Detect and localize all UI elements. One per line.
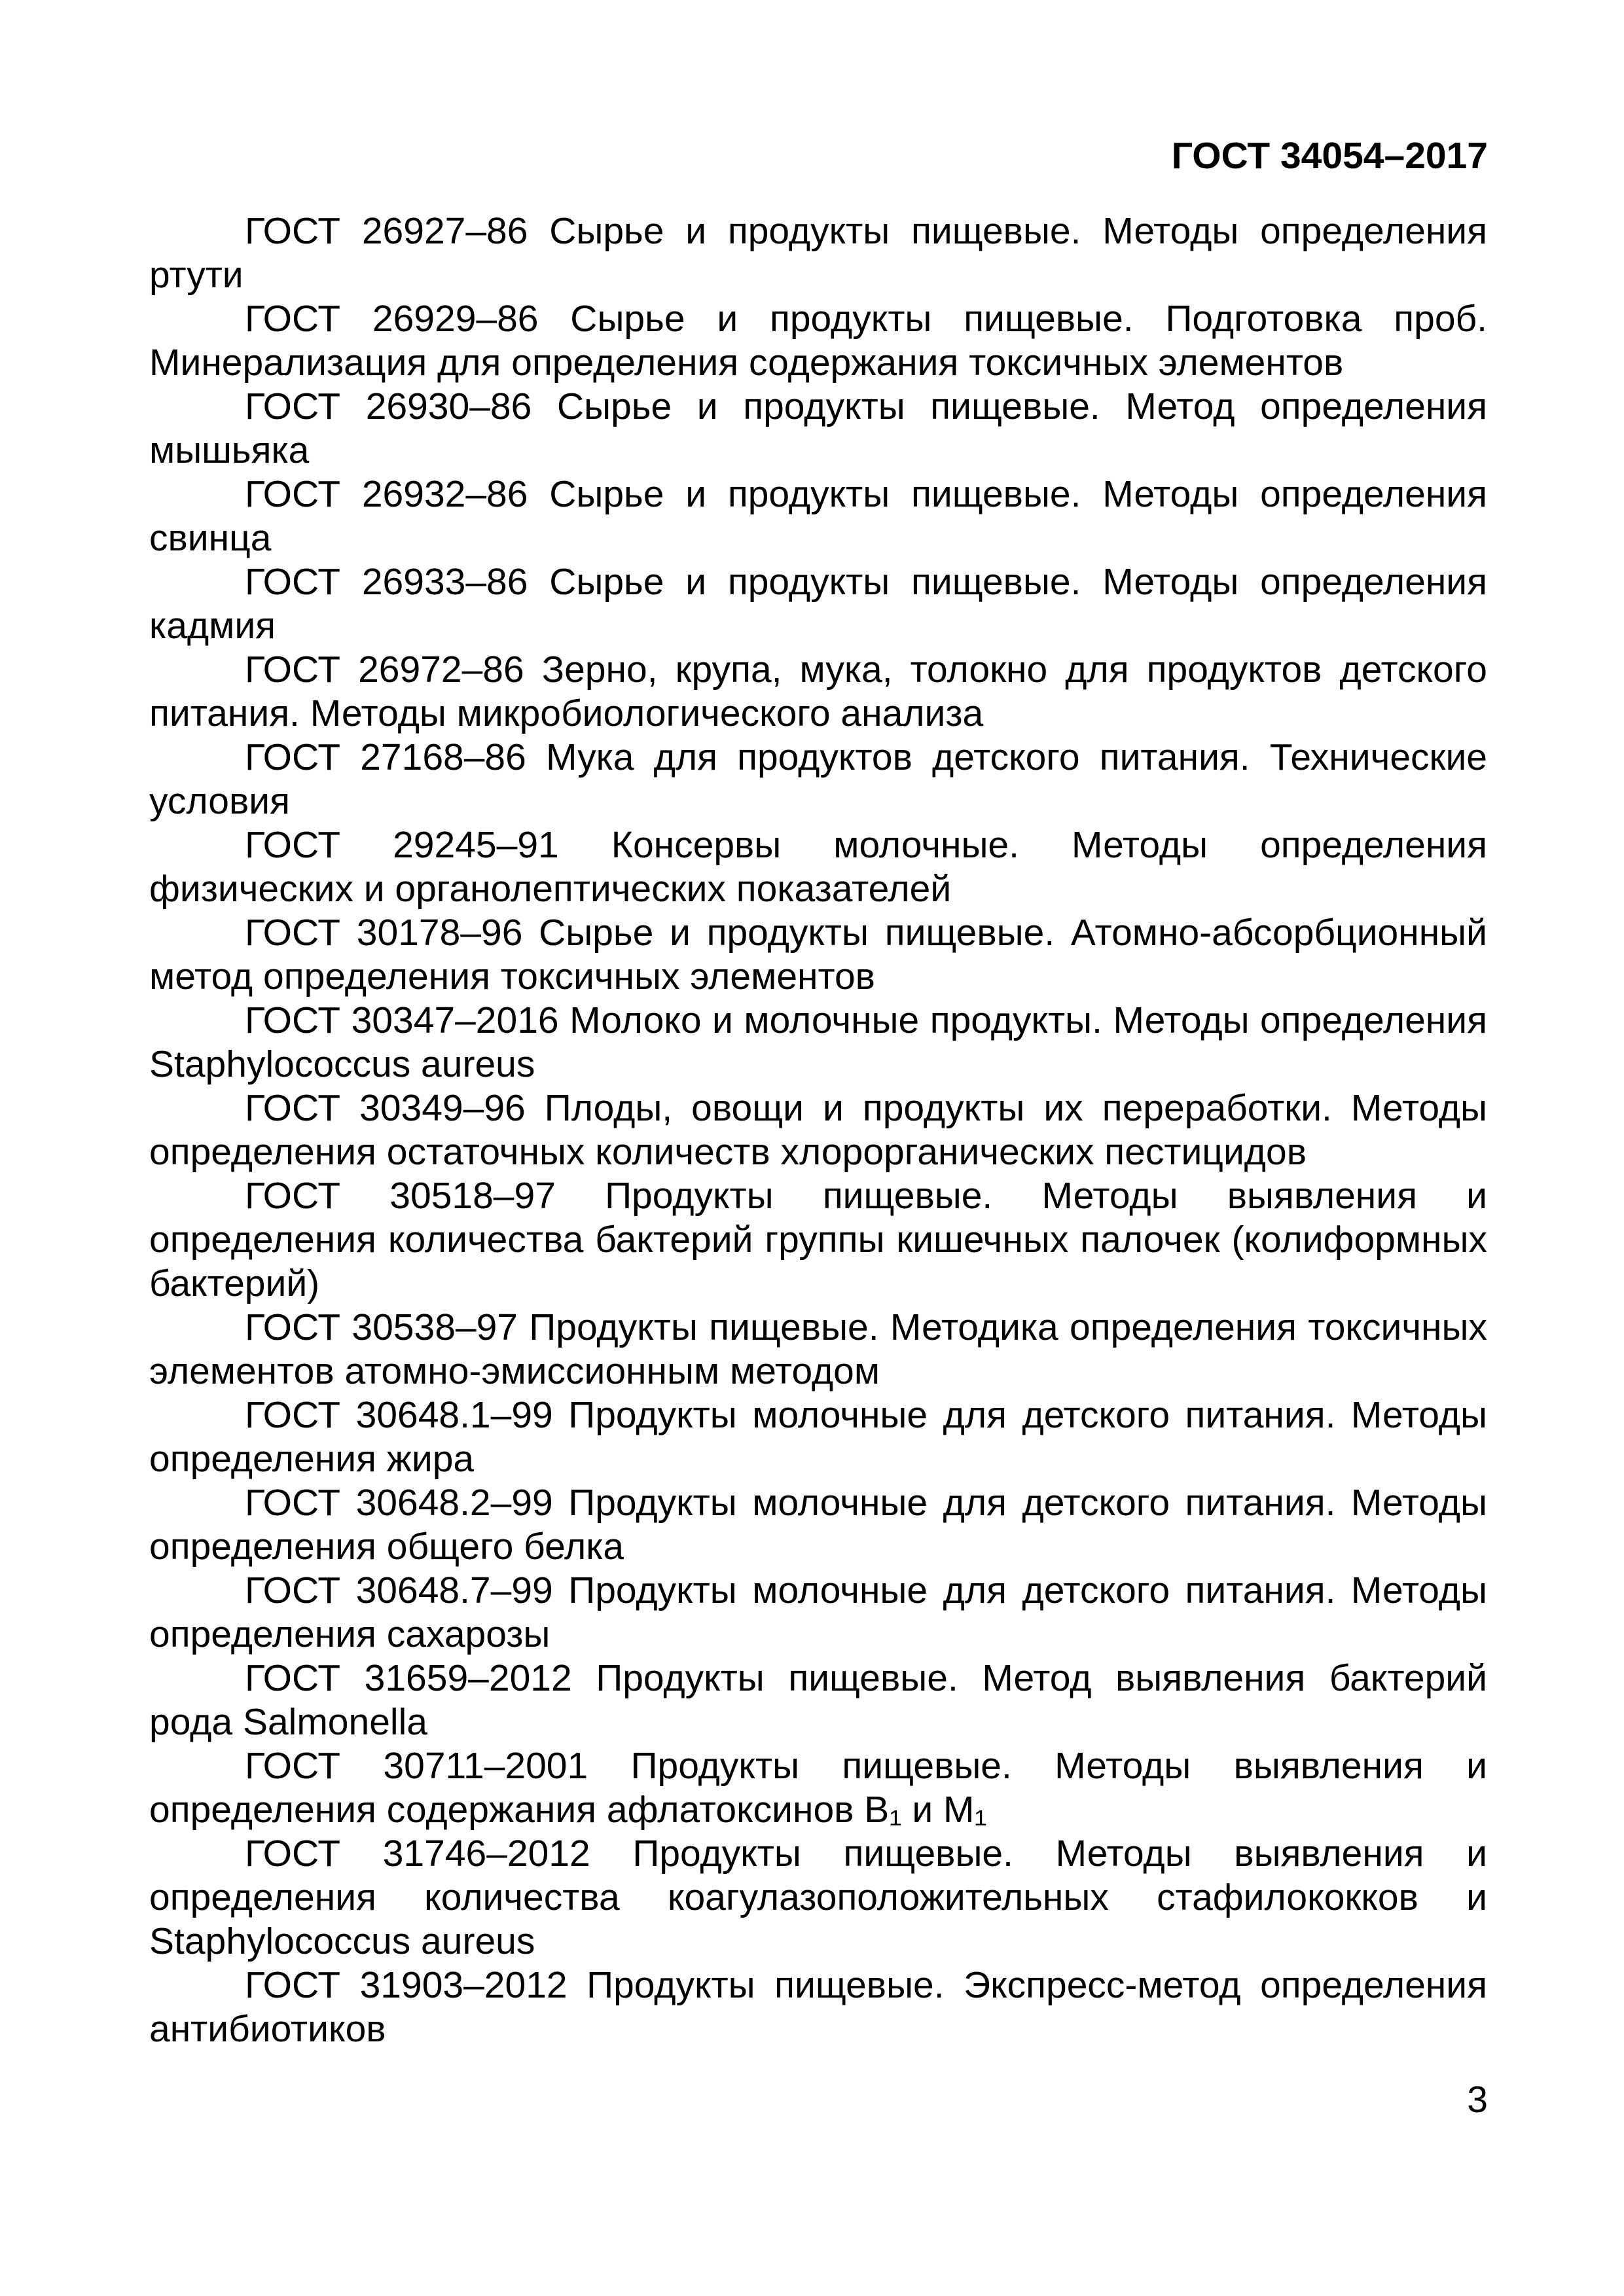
reference-item: ГОСТ 26933–86 Сырье и продукты пищевые. Методы определения кадмия — [149, 561, 1487, 647]
normative-references-list — [149, 209, 1487, 2051]
reference-item: ГОСТ 31903–2012 Продукты пищевые. Экспресс-метод определения антибиотиков — [149, 1964, 1487, 2050]
reference-item: ГОСТ 30518–97 Продукты пищевые. Методы выявления и определения количества бактерий группы кишечных палочек (колиформных бактерий) — [149, 1175, 1487, 1304]
reference-item: ГОСТ 30349–96 Плоды, овощи и продукты их переработки. Методы определения остаточных количеств хлорорганических пестицидов — [149, 1087, 1487, 1173]
reference-item: ГОСТ 30538–97 Продукты пищевые. Методика определения токсичных элементов атомно-эмиссионным методом — [149, 1306, 1487, 1392]
reference-item: ГОСТ 26932–86 Сырье и продукты пищевые. Методы определения свинца — [149, 473, 1487, 559]
reference-item: ГОСТ 26972–86 Зерно, крупа, мука, толокно для продуктов детского питания. Методы микробиологического анализа — [149, 649, 1487, 734]
reference-item: ГОСТ 31659–2012 Продукты пищевые. Метод выявления бактерий рода Salmonella — [149, 1657, 1487, 1743]
reference-item: ГОСТ 30648.1–99 Продукты молочные для детского питания. Методы определения жира — [149, 1394, 1487, 1480]
reference-item: ГОСТ 26930–86 Сырье и продукты пищевые. Метод определения мышьяка — [149, 386, 1487, 471]
reference-item: ГОСТ 30711–2001 Продукты пищевые. Методы выявления и определения содержания афлатоксинов B₁ и M₁ — [149, 1745, 1487, 1831]
reference-item: ГОСТ 29245–91 Консервы молочные. Методы определения физических и органолептических показателей — [149, 824, 1487, 910]
reference-item: ГОСТ 27168–86 Мука для продуктов детского питания. Технические условия — [149, 736, 1487, 822]
reference-item: ГОСТ 30178–96 Сырье и продукты пищевые. Атомно-абсорбционный метод определения токсичных элементов — [149, 912, 1487, 997]
reference-item: ГОСТ 26927–86 Сырье и продукты пищевые. Методы определения ртути — [149, 210, 1487, 296]
reference-item: ГОСТ 31746–2012 Продукты пищевые. Методы выявления и определения количества коагулазоположительных стафилококков и Staphylococcus aureus — [149, 1833, 1487, 1962]
reference-item: ГОСТ 30648.7–99 Продукты молочные для детского питания. Методы определения сахарозы — [149, 1570, 1487, 1655]
page-number: 3 — [1467, 2079, 1488, 2121]
reference-item: ГОСТ 26929–86 Сырье и продукты пищевые. Подготовка проб. Минерализация для определения содержания токсичных элементов — [149, 298, 1487, 384]
reference-item: ГОСТ 30648.2–99 Продукты молочные для детского питания. Методы определения общего белка — [149, 1482, 1487, 1568]
reference-item: ГОСТ 30347–2016 Молоко и молочные продукты. Методы определения Staphylococcus aureus — [149, 999, 1487, 1085]
document-header: ГОСТ 34054–2017 — [1171, 135, 1488, 177]
